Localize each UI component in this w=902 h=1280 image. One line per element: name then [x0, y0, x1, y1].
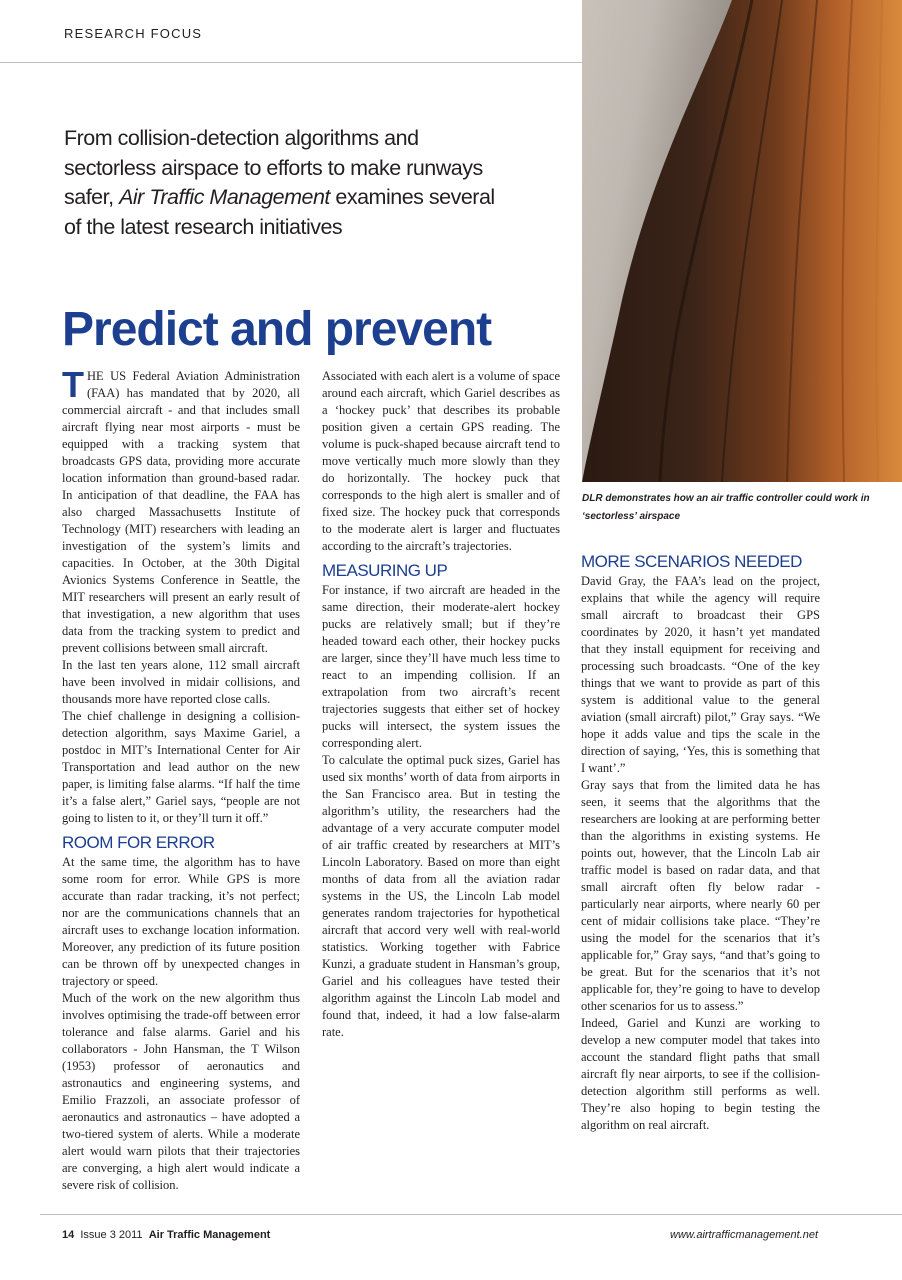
paragraph-8: To calculate the optimal puck sizes, Gariel has used six months’ worth of data from airports in the San Francisco area. But in testing the algorithm’s utility, the researchers had the advantage of a very accurate computer model of air traffic created by researchers at MIT’s Lincoln Laboratory. Based on more than eight months of data from all the aviation radar systems in the US, the Lincoln Lab model generates random trajectories for hypothetical aircraft that accord very well with real-world statistics. Working together with Fabrice Kunzi, a graduate student in Hansman’s group, Gariel and his colleagues have tested their algorithm against the Lincoln Lab model and found that, indeed, it had a low false-alarm rate. [322, 753, 560, 1039]
photo-caption: DLR demonstrates how an air traffic controller could work in ‘sectorless’ airspace [582, 493, 870, 522]
header-rule [0, 62, 582, 63]
article-title: Predict and prevent [62, 303, 492, 356]
paragraph-11: Indeed, Gariel and Kunzi are working to develop a new computer model that takes into account the standard flight paths that small aircraft fly near airports, to see if the collision-detection algorithm still performs as well. They’re also hoping to begin testing the algorithm on real aircraft. [581, 1016, 820, 1132]
paragraph-9: David Gray, the FAA’s lead on the project, explains that while the agency will require small aircraft to broadcast their GPS coordinates by 2020, it hasn’t yet mandated that they install equipment for receiving and processing such broadcasts. “One of the key things that we want to provide as part of this system is additional value to the general aviation (small aircraft) pilot,” Gray says. “We hope it adds value and tips the scale in the direction of saying, ‘Yes, this is something that I want’.” [581, 574, 820, 775]
drop-cap: T [62, 364, 84, 405]
column-2 [322, 368, 560, 1041]
paragraph-5: Much of the work on the new algorithm thus involves optimising the trade-off between error tolerance and false alarms. Gariel and his collaborators - John Hansman, the T Wilson (1953) professor of aeronautics and astronautics and engineering systems, and Emilio Frazzoli, an associate professor of aeronautics and astronautics – have adopted a two-tiered system of alerts. While a moderate alert would warn pilots that their trajectories are converging, a high alert would indicate a severe risk of collision. [62, 991, 300, 1192]
standfirst-magazine: Air Traffic Management [119, 185, 330, 209]
footer-issue: Issue 3 2011 [80, 1229, 143, 1241]
subhead-more-scenarios: MORE SCENARIOS NEEDED [581, 552, 802, 571]
hair-photo-graphic [582, 0, 902, 482]
paragraph-10: Gray says that from the limited data he has seen, it seems that the algorithms that the researchers are looking at are performing better than the algorithms in existing systems. He points out, however, that the Lincoln Lab air traffic model is based on radar data, and that small aircraft often fly below radar - particularly near airports, where nearly 60 per cent of midair collisions take place. “They’re using the model for the scenarios that it’s applicable for,” Gray says, “and that’s going to be great. But for the scenarios that it’s not applicable for, they’re going to have to develop other scenarios for us to assess.” [581, 778, 820, 1013]
paragraph-2: In the last ten years alone, 112 small aircraft have been involved in midair collisions, and thousands more have reported close calls. [62, 658, 300, 706]
section-label: RESEARCH FOCUS [64, 26, 203, 41]
standfirst [64, 124, 504, 242]
paragraph-1-text: Federal Aviation Administration (FAA) has mandated that by 2020, all commercial aircraft - and that includes small aircraft flying near most airports - must be equipped with a tracking system that broadcasts GPS data, providing more accurate location information than ground-based radar. In anticipation of that deadline, the FAA has also charged Massachusetts Institute of Technology (MIT) researchers with leading an investigation of the system’s limits and capacities. In October, at the 30th Digital Avionics Systems Conference in Seattle, the MIT researchers will present an early result of that investigation, a new algorithm that uses data from the tracking system to predict and prevent collisions between small aircraft. [62, 369, 300, 655]
footer-rule [40, 1214, 902, 1215]
subhead-room-for-error: ROOM FOR ERROR [62, 833, 215, 852]
page-number: 14 [62, 1229, 75, 1241]
paragraph-7: For instance, if two aircraft are headed in the same direction, their moderate-alert hockey pucks are relatively small; but if they’re headed toward each other, their hockey pucks are larger, since they’ll have much less time to react to an impending collision. If an extrapolation from two aircraft’s recent trajectories suggests that either set of hockey pucks will intersect, the system issues the corresponding alert. [322, 583, 560, 750]
article-photo [582, 0, 902, 482]
paragraph-3: The chief challenge in designing a collision-detection algorithm, says Maxime Gariel, a postdoc in MIT’s International Center for Air Transportation and lead author on the new paper, is limiting false alarms. “If half the time it’s a false alert,” Gariel says, “people are not going to listen to it, or they’ll turn it off.” [62, 709, 300, 825]
footer-left [62, 1229, 270, 1241]
footer-magazine: Air Traffic Management [148, 1229, 271, 1241]
paragraph-6: Associated with each alert is a volume of space around each aircraft, which Gariel describes as a ‘hockey puck’ that describes its probable position given a certain GPS reading. The volume is puck-shaped because aircraft tend to move vertically much more slowly than they do horizontally. The hockey puck that corresponds to the high alert is smaller and of fixed size. The hockey puck that corresponds to the moderate alert is larger and fluctuates according to the aircraft’s trajectories. [322, 369, 560, 553]
footer-url[interactable]: www.airtrafficmanagement.net [670, 1229, 818, 1241]
subhead-measuring-up: MEASURING UP [322, 561, 448, 580]
standfirst-part2: examines several of the latest research initiatives [64, 185, 495, 239]
lead-caps: HE US [87, 369, 127, 383]
paragraph-1 [62, 364, 300, 657]
standfirst-part1: From collision-detection algorithms and sectorless airspace to efforts to make runways safer, [64, 126, 483, 209]
paragraph-4: At the same time, the algorithm has to have some room for error. While GPS is more accurate than radar tracking, it’s not perfect; nor are the communications channels that an aircraft uses to exchange location information. Moreover, any prediction of its future position can be thrown off by unexpected changes in trajectory or speed. [62, 855, 300, 988]
column-3 [581, 552, 820, 1134]
column-1 [62, 364, 300, 1194]
